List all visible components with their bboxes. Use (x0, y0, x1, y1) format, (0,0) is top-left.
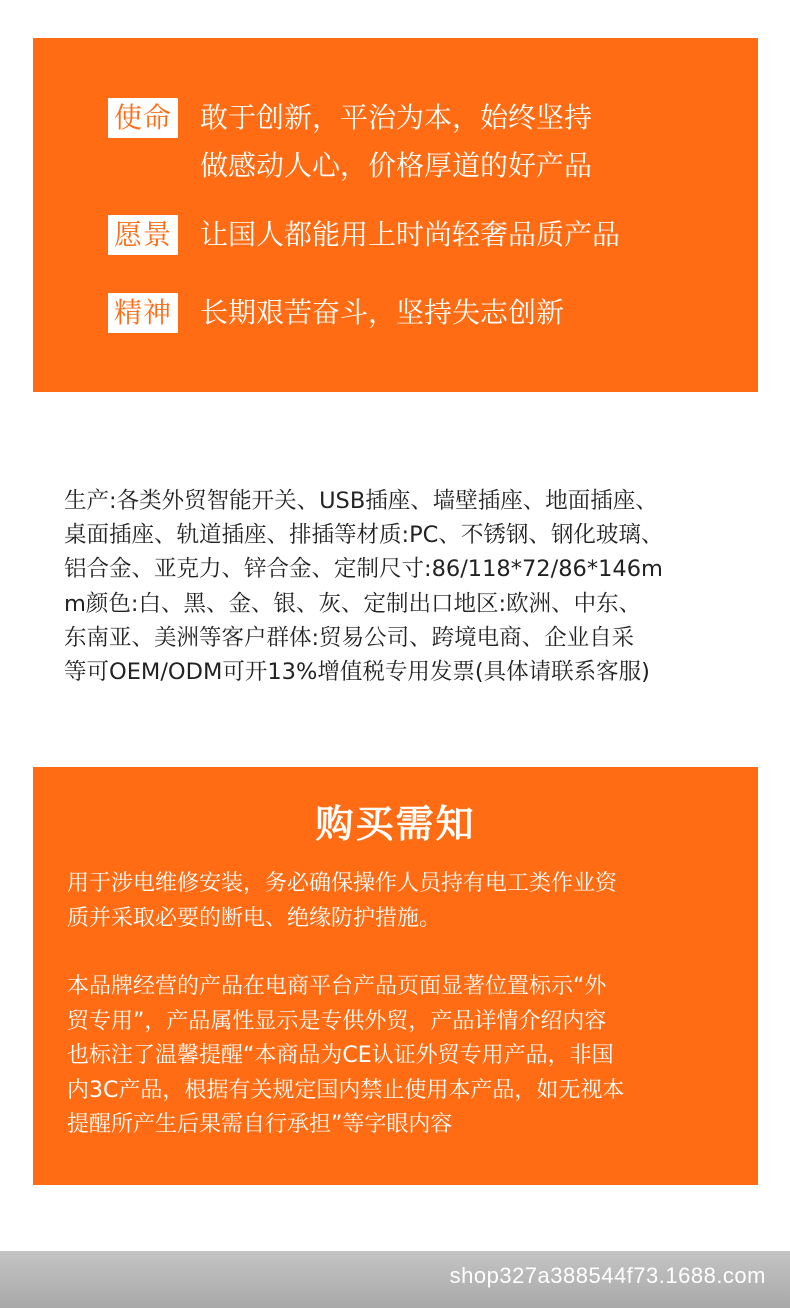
spirit-row (108, 293, 564, 337)
spec-line: 生产:各类外贸智能开关、USB插座、墙壁插座、地面插座、 (64, 488, 658, 514)
notice-title: 购买需知 (315, 802, 476, 846)
mission-tag: 使命 (108, 98, 178, 138)
notice-paragraph-safety (67, 867, 617, 936)
spec-line: m颜色:白、黑、金、银、灰、定制出口地区:欧洲、中东、 (64, 590, 642, 617)
spec-line: 等可OEM/ODM可开13%增值税专用发票(具体请联系客服) (64, 659, 650, 686)
spirit-tag: 精神 (108, 293, 178, 333)
vision-row (108, 215, 620, 259)
mission-line-1: 敢于创新，平治为本，始终坚持 (200, 101, 593, 134)
notice-line: 本品牌经营的产品在电商平台产品页面显著位置标示“外 (67, 974, 607, 999)
purchase-notice-panel (33, 767, 758, 1185)
footer-bar (0, 1251, 790, 1308)
notice-line: 提醒所产生后果需自行承担”等字眼内容 (67, 1112, 453, 1137)
notice-line: 贸专用”，产品属性显示是专供外贸，产品详情介绍内容 (67, 1008, 607, 1034)
vision-text (200, 211, 620, 259)
notice-line: 用于涉电维修安装，务必确保操作人员持有电工类作业资 (67, 871, 618, 896)
product-spec-paragraph (64, 484, 764, 689)
notice-line: 内3C产品，根据有关规定国内禁止使用本产品，如无视本 (67, 1077, 625, 1103)
notice-line: 质并采取必要的断电、绝缘防护措施。 (67, 905, 442, 931)
spec-line: 东南亚、美洲等客户群体:贸易公司、跨境电商、企业自采 (64, 624, 635, 651)
spec-line: 铝合金、亚克力、锌合金、定制尺寸:86/118*72/86*146m (64, 556, 663, 583)
shop-url-watermark: shop327a388544f73.1688.com (449, 1263, 766, 1288)
spirit-text (200, 289, 564, 337)
vision-tag: 愿景 (108, 215, 178, 255)
vision-line-1: 让国人都能用上时尚轻奢品质产品 (200, 218, 621, 251)
notice-paragraph-export (67, 970, 624, 1143)
mission-line-2: 做感动人心，价格厚道的好产品 (200, 149, 593, 182)
spirit-line-1: 长期艰苦奋斗，坚持失志创新 (200, 296, 565, 329)
mission-text (200, 94, 592, 190)
mission-row (108, 98, 592, 190)
spec-line: 桌面插座、轨道插座、排插等材质:PC、不锈钢、钢化玻璃、 (64, 522, 664, 549)
notice-line: 也标注了温馨提醒“本商品为CE认证外贸专用产品，非国 (67, 1043, 614, 1068)
mission-panel (33, 38, 758, 392)
